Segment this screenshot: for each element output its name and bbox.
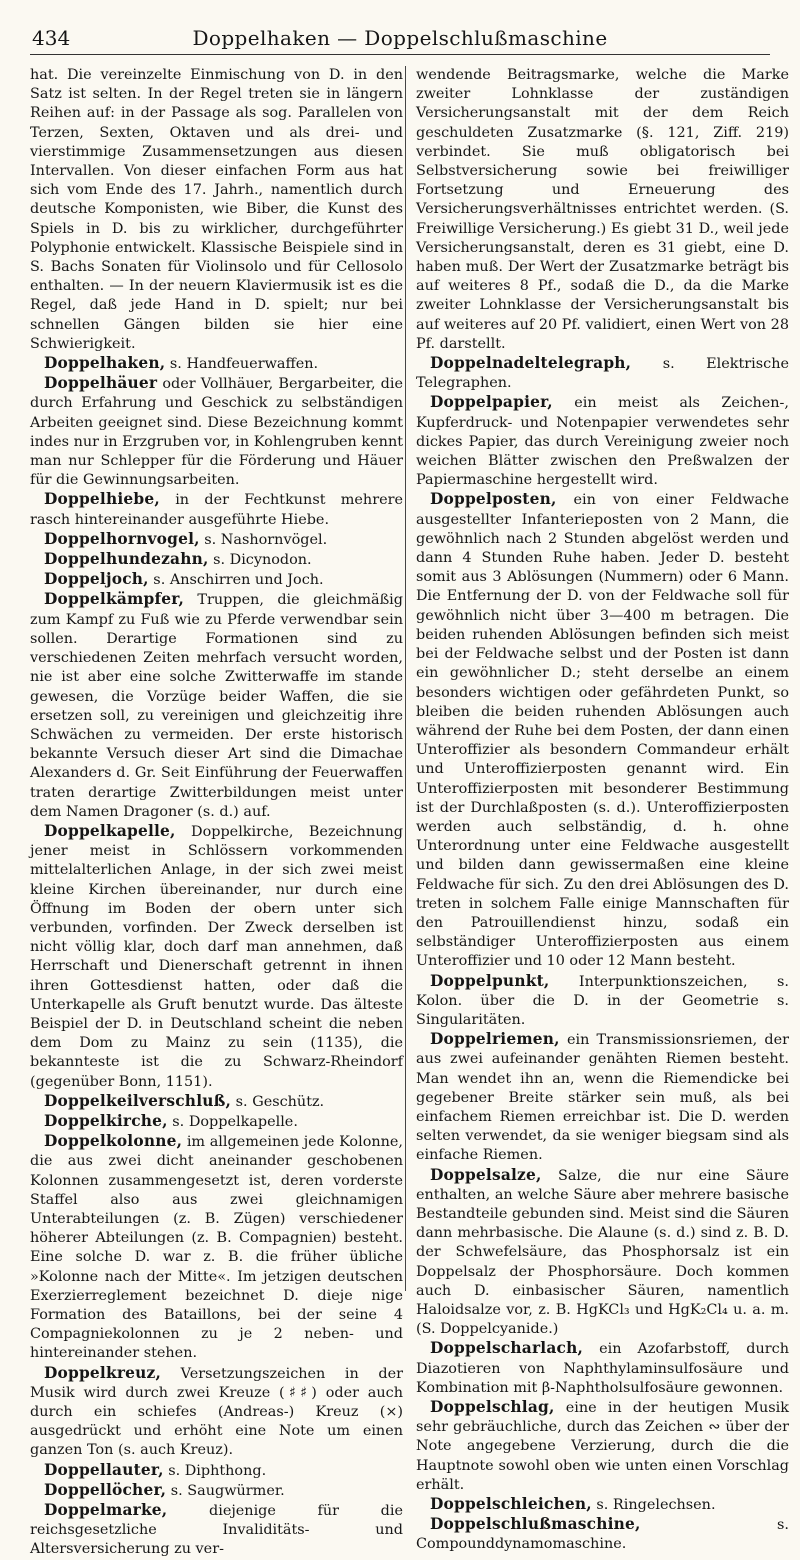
dictionary-entry xyxy=(416,1495,789,1515)
running-head: Doppelhaken — Doppelschlußmaschine xyxy=(192,26,608,50)
entry-headword: Doppelriemen, xyxy=(430,1030,560,1049)
dictionary-entry xyxy=(30,1112,403,1132)
dictionary-entry xyxy=(30,1364,403,1461)
dictionary-entry xyxy=(30,1481,403,1501)
entry-text: s. Elektrische Telegraphen. xyxy=(416,356,789,392)
entry-text: wendende Beitragsmarke, welche die Marke zweiter Lohnklasse der zuständigen Versicherungsanstalt mit der dem Reich geschuldeten Zusatzmarke (§. 121, Ziff. 219) verbindet. Sie muß obligatorisch bei Selbstversicherung sowie bei freiwilliger Fortsetzung und Erneuerung des Versicherungsverhältnisses entrichtet werden. (S. Freiwillige Versicherung.) Es giebt 31 D., weil jede Versicherungsanstalt, deren es 31 giebt, eine D. haben muß. Der Wert der Zusatzmarke beträgt bis auf weiteres 8 Pf., sodaß die D., da die Marke zweiter Lohnklasse der Versicherungsanstalt bis auf weiteres auf 20 Pf. validiert, einen Wert von 28 Pf. darstellt. xyxy=(416,67,789,352)
dictionary-entry xyxy=(416,490,789,971)
dictionary-entry xyxy=(416,1166,789,1340)
entry-headword: Doppelmarke, xyxy=(44,1501,168,1520)
entry-headword: Doppelscharlach, xyxy=(430,1339,584,1358)
entry-text: ein Azofarbstoff, durch Diazotieren von Naphthylaminsulfosäure und Kombination mit β-Naphtholsulfosäure gewonnen. xyxy=(416,1341,789,1396)
dictionary-entry xyxy=(30,1461,403,1481)
entry-headword: Doppelhiebe, xyxy=(44,490,160,509)
dictionary-entry xyxy=(416,972,789,1031)
entry-headword: Doppelkreuz, xyxy=(44,1363,162,1382)
dictionary-entry xyxy=(416,393,789,490)
entry-text: s. Handfeuerwaffen. xyxy=(165,356,319,373)
entry-headword: Doppelposten, xyxy=(430,490,557,509)
entry-text: s. Dicynodon. xyxy=(208,552,312,569)
entry-headword: Doppelsalze, xyxy=(430,1165,542,1184)
dictionary-entry xyxy=(30,822,403,1092)
entry-text: im allgemeinen jede Kolonne, die aus zwei dicht aneinander geschobenen Kolonnen zusammengesetzt ist, deren vorderste Staffel also aus zwei gleichnamigen Unterabteilungen (z. B. Zügen) verschiedener höherer Abteilungen (z. B. Compagnien) besteht. Eine solche D. war z. B. die früher übliche »Kolonne nach der Mitte«. Im jetzigen deutschen Exerzierreglement bezeichnet D. dieje nige Formation des Bataillons, bei der seine 4 Compagniekolonnen zu je 2 neben- und hintereinander stehen. xyxy=(30,1134,403,1362)
entry-headword: Doppeljoch, xyxy=(44,570,149,589)
entry-text: s. Nashornvögel. xyxy=(199,531,328,548)
dictionary-entry xyxy=(30,490,403,529)
dictionary-entry xyxy=(30,354,403,374)
left-column xyxy=(30,66,403,1558)
entry-headword: Doppelkapelle, xyxy=(44,821,176,840)
entry-headword: Doppelschlußmaschine, xyxy=(430,1515,641,1534)
dictionary-entry xyxy=(30,590,403,821)
entry-headword: Doppelnadeltelegraph, xyxy=(430,354,632,373)
dictionary-entry xyxy=(30,550,403,570)
dictionary-entry xyxy=(416,354,789,393)
entry-text: oder Vollhäuer, Bergarbeiter, die durch Erfahrung und Geschick zu selbständigen Arbeiten geeignet sind. Diese Bezeichnung kommt indes nur in Erzgruben vor, in Kohlengruben kennt man nur Schlepper für die Förderung und Häuer für die Gewinnungsarbeiten. xyxy=(30,376,403,489)
dictionary-entry xyxy=(30,570,403,590)
right-column xyxy=(416,66,789,1553)
dictionary-entry xyxy=(30,66,403,354)
dictionary-entry xyxy=(416,66,789,354)
entry-headword: Doppelhundezahn, xyxy=(44,550,209,569)
entry-headword: Doppelhornvogel, xyxy=(44,529,200,548)
entry-text: s. Anschirren und Joch. xyxy=(148,572,324,589)
entry-headword: Doppelpunkt, xyxy=(430,971,550,990)
dictionary-entry xyxy=(30,1501,403,1560)
dictionary-entry xyxy=(30,530,403,550)
page-header xyxy=(30,20,770,55)
dictionary-entry xyxy=(30,374,403,490)
entry-headword: Doppelschleichen, xyxy=(430,1495,592,1514)
entry-text: s. Saugwürmer. xyxy=(166,1482,285,1499)
dictionary-entry xyxy=(30,1092,403,1112)
entry-text: s. Doppelkapelle. xyxy=(167,1113,298,1130)
entry-text: ein meist als Zeichen-, Kupferdruck- und Notenpapier verwendetes sehr dickes Papier, das durch Vereinigung zweier noch weichen Blätter zwischen den Preßwalzen der Papiermaschine hergestellt wird. xyxy=(416,395,789,489)
entry-text: diejenige für die reichsgesetzliche Invaliditäts- und Altersversicherung zu ver- xyxy=(30,1503,403,1558)
entry-text: ein von einer Feldwache ausgestellter Infanterieposten von 2 Mann, die gewöhnlich nach 2 Stunden abgelöst werden und dann 4 Stunden Ruhe haben. Jeder D. besteht somit aus 3 Ablösungen (Nummern) oder 6 Mann. Die Entfernung der D. von der Feldwache soll für gewöhnlich nicht über 3—400 m betragen. Die beiden ruhenden Ablösungen befinden sich meist bei der Feldwache selbst und der Posten ist dann ein gewöhnlicher D.; steht derselbe an einem besonders wichtigen oder gefährdeten Punkt, so bleiben die beiden ruhenden Ablösungen auch während der Ruhe bei dem Posten, der dann einen Unteroffizier als besondern Commandeur erhält und Unteroffizierposten genannt wird. Ein Unteroffizierposten mit besonderer Bestimmung ist der Durchlaßposten (s. d.). Unteroffizierposten werden auch selbständig, d. h. ohne Unterordnung unter eine Feldwache ausgestellt und bilden dann gewissermaßen eine kleine Feldwache für sich. Zu den drei Ablösungen des D. treten in solchem Falle einige Mannschaften für den Patrouillendienst hinzu, sodaß ein selbständiger Unteroffizierposten aus einem Unteroffizier und 10 oder 12 Mann besteht. xyxy=(416,492,789,970)
entry-headword: Doppelkirche, xyxy=(44,1111,168,1130)
entry-headword: Doppelpapier, xyxy=(430,393,553,412)
entry-text: eine in der heutigen Musik sehr gebräuchliche, durch das Zeichen ∾ über der Note angegebene Verzierung, durch die die Hauptnote sowohl oben wie unten einen Vorschlag erhält. xyxy=(416,1400,789,1493)
dictionary-entry xyxy=(416,1398,789,1495)
entry-text: s. Ringelechsen. xyxy=(591,1497,716,1514)
entry-text: s. Diphthong. xyxy=(163,1462,267,1479)
dictionary-entry xyxy=(30,1132,403,1363)
entry-text: Versetzungszeichen in der Musik wird durch zwei Kreuze (♯♯) oder auch durch ein schiefes (Andreas-) Kreuz (×) ausgedrückt und erhöht eine Note um einen ganzen Ton (s. auch Kreuz). xyxy=(30,1365,403,1459)
entry-headword: Doppelkämpfer, xyxy=(44,590,185,609)
entry-text: s. Compounddynamomaschine. xyxy=(416,1517,789,1553)
dictionary-entry xyxy=(416,1515,789,1554)
entry-text: in der Fechtkunst mehrere rasch hintereinander ausgeführte Hiebe. xyxy=(30,492,403,528)
entry-text: Interpunktionszeichen, s. Kolon. über die D. in der Geometrie s. Singularitäten. xyxy=(416,973,789,1028)
page-number: 434 xyxy=(32,26,71,50)
entry-text: ein Transmissionsriemen, der aus zwei aufeinander genähten Riemen besteht. Man wendet ihn an, wenn die Riemendicke bei gegebener Breite stärker sein muß, als bei einfachem Riemen erreichbar ist. Die D. werden selten verwendet, da sie weniger biegsam sind als einfache Riemen. xyxy=(416,1032,789,1164)
entry-headword: Doppellauter, xyxy=(44,1460,164,1479)
entry-text: s. Geschütz. xyxy=(231,1093,325,1110)
entry-text: Salze, die nur eine Säure enthalten, an welche Säure aber mehrere basische Bestandteile gebunden sind. Meist sind die Säuren dann mehrbasische. Die Alaune (s. d.) sind z. B. D. der Schwefelsäure, das Phosphorsalz ist ein Doppelsalz der Phosphorsäure. Doch kommen auch D. einbasischer Säuren, namentlich Haloidsalze vor, z. B. HgKCl₃ und HgK₂Cl₄ u. a. m. (S. Doppelcyanide.) xyxy=(416,1167,789,1338)
entry-headword: Doppelhaken, xyxy=(44,354,166,373)
entry-text: Doppelkirche, Bezeichnung jener meist in Schlössern vorkommenden mittelalterlichen Anlage, in der sich zwei meist kleine Kirchen übereinander, nur durch eine Öffnung im Boden der obern unter sich verbunden, vorfinden. Der Zweck derselben ist nicht völlig klar, doch darf man annehmen, daß Herrschaft und Dienerschaft getrennt in ihnen ihren Gottesdienst hatten, oder daß die Unterkapelle als Gruft benutzt wurde. Das älteste Beispiel der D. in Deutschland scheint die neben dem Dom zu Mainz zu sein (1135), die bekannteste ist die zu Schwarz-Rheindorf (gegenüber Bonn, 1151). xyxy=(30,823,403,1090)
entry-headword: Doppelkeilverschluß, xyxy=(44,1091,232,1110)
entry-text: hat. Die vereinzelte Einmischung von D. in den Satz ist selten. In der Regel treten sie in längern Reihen auf: in der Passage als sog. Parallelen von Terzen, Sexten, Oktaven und als drei- und vierstimmige Zusammensetzungen aus diesen Intervallen. Von dieser einfachen Form aus hat sich vom Ende des 17. Jahrh., namentlich durch deutsche Komponisten, wie Biber, die Kunst des Spiels in D. bis zu wirklicher, durchgeführter Polyphonie entwickelt. Klassische Beispiele sind in S. Bachs Sonaten für Violinsolo und für Cellosolo enthalten. — In der neuern Klaviermusik ist es die Regel, daß jede Hand in D. spielt; nur bei schnellen Gängen bilden sie hier eine Schwierigkeit. xyxy=(30,67,403,352)
entry-text: Truppen, die gleichmäßig zum Kampf zu Fuß wie zu Pferde verwendbar sein sollen. Derartige Formationen sind zu verschiedenen Zeiten mehrfach versucht worden, nie ist aber eine solche Zwitterwaffe im stande gewesen, die Vorzüge beider Waffen, die sie ersetzen soll, zu vereinigen und gleichzeitig ihre Schwächen zu vermeiden. Der erste historisch bekannte Versuch dieser Art sind die Dimachae Alexanders d. Gr. Seit Einführung der Feuerwaffen traten derartige Zwitterbildungen meist unter dem Namen Dragoner (s. d.) auf. xyxy=(30,592,403,820)
dictionary-entry xyxy=(416,1030,789,1165)
column-divider xyxy=(405,66,406,1291)
entry-headword: Doppellöcher, xyxy=(44,1480,167,1499)
entry-headword: Doppelhäuer xyxy=(44,374,158,393)
entry-headword: Doppelkolonne, xyxy=(44,1132,183,1151)
entry-headword: Doppelschlag, xyxy=(430,1398,555,1417)
dictionary-entry xyxy=(416,1339,789,1398)
